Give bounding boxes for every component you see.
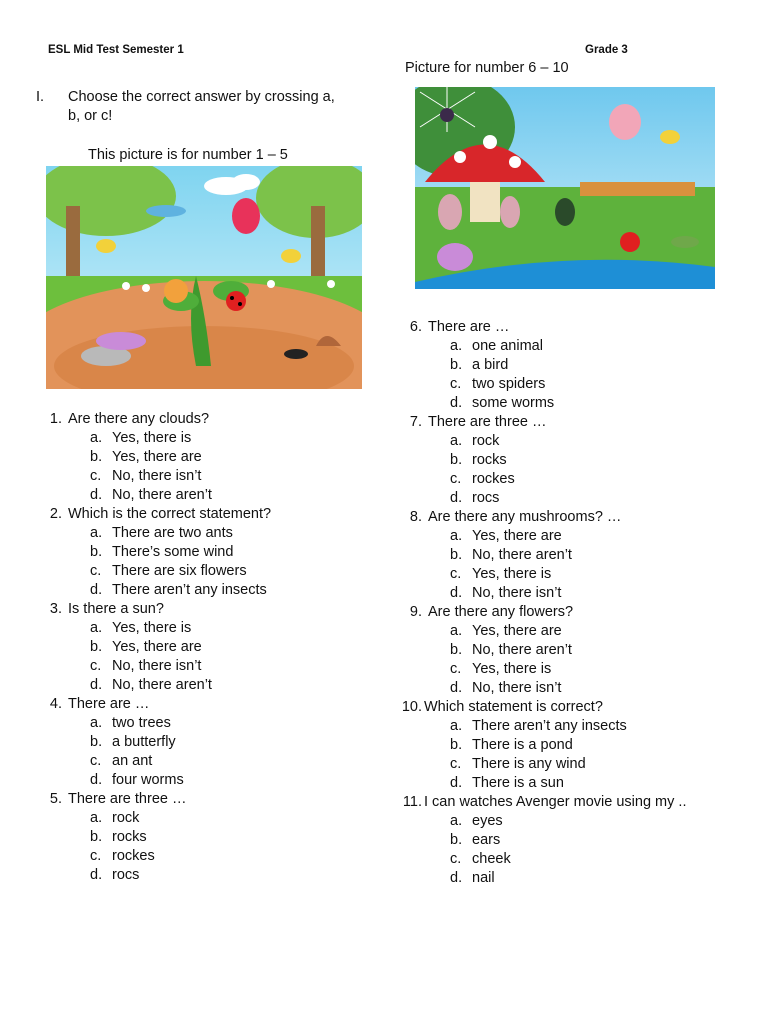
option-text: There’s some wind: [112, 544, 234, 560]
option-text: a bird: [472, 357, 509, 373]
option-letter: c.: [90, 468, 102, 484]
option-text: There are six flowers: [112, 563, 247, 579]
answer-option[interactable]: [40, 752, 271, 771]
question-text: There are three …: [68, 791, 187, 807]
question-number: 7.: [409, 414, 422, 430]
question: [400, 793, 686, 812]
question-text: Are there any clouds?: [68, 411, 210, 427]
answer-option[interactable]: [400, 584, 686, 603]
option-text: rocs: [112, 867, 140, 883]
option-letter: a.: [450, 433, 463, 449]
option-letter: d.: [90, 487, 103, 503]
option-text: an ant: [112, 753, 153, 769]
option-letter: a.: [90, 620, 103, 636]
option-text: four worms: [112, 772, 184, 788]
question-number: 9.: [409, 604, 422, 620]
option-text: one animal: [472, 338, 543, 354]
answer-option[interactable]: [40, 733, 271, 752]
option-text: No, there isn’t: [112, 468, 202, 484]
option-text: No, there isn’t: [112, 658, 202, 674]
option-text: rock: [112, 810, 140, 826]
option-letter: b.: [450, 452, 463, 468]
option-letter: a.: [450, 623, 463, 639]
picture2-caption: Picture for number 6 – 10: [405, 60, 569, 76]
answer-option[interactable]: [40, 581, 271, 600]
answer-option[interactable]: [400, 812, 686, 831]
option-letter: a.: [90, 525, 103, 541]
option-letter: c.: [90, 658, 102, 674]
option-letter: a.: [90, 715, 103, 731]
answer-option[interactable]: [400, 489, 686, 508]
option-letter: a.: [450, 718, 463, 734]
option-letter: d.: [90, 582, 103, 598]
question-number: 1.: [49, 411, 62, 427]
answer-option[interactable]: [40, 467, 271, 486]
option-text: Yes, there is: [112, 430, 192, 446]
option-text: rocks: [112, 829, 147, 845]
option-text: There aren’t any insects: [112, 582, 267, 598]
option-text: No, there isn’t: [472, 680, 562, 696]
option-text: rockes: [472, 471, 515, 487]
option-letter: c.: [450, 471, 462, 487]
option-letter: b.: [450, 737, 463, 753]
option-letter: d.: [90, 867, 103, 883]
option-text: rocs: [472, 490, 500, 506]
question-number: 4.: [49, 696, 62, 712]
question-text: Are there any flowers?: [428, 604, 574, 620]
answer-option[interactable]: [400, 755, 686, 774]
option-letter: b.: [450, 642, 463, 658]
option-letter: a.: [450, 338, 463, 354]
answer-option[interactable]: [40, 543, 271, 562]
option-letter: b.: [90, 639, 103, 655]
answer-option[interactable]: [400, 869, 686, 888]
section-number: I.: [36, 89, 45, 105]
option-letter: d.: [450, 775, 463, 791]
question: [400, 698, 686, 717]
option-text: a butterfly: [112, 734, 176, 750]
instruction-line-1: Choose the correct answer by crossing a,: [68, 89, 335, 105]
option-letter: d.: [450, 585, 463, 601]
option-text: rock: [472, 433, 500, 449]
answer-option[interactable]: [400, 717, 686, 736]
question: [40, 790, 271, 809]
answer-option[interactable]: [400, 432, 686, 451]
option-text: There is a pond: [472, 737, 573, 753]
option-text: two trees: [112, 715, 171, 731]
question-number: 2.: [49, 506, 62, 522]
option-text: There aren’t any insects: [472, 718, 627, 734]
question: [40, 600, 271, 619]
question-number: 8.: [409, 509, 422, 525]
option-letter: b.: [450, 832, 463, 848]
answer-option[interactable]: [40, 828, 271, 847]
option-letter: d.: [450, 680, 463, 696]
option-text: two spiders: [472, 376, 546, 392]
option-text: Yes, there is: [472, 661, 552, 677]
option-text: some worms: [472, 395, 555, 411]
option-text: ears: [472, 832, 501, 848]
grade-label: Grade 3: [585, 44, 628, 56]
question: [40, 695, 271, 714]
question-text: There are three …: [428, 414, 547, 430]
option-letter: c.: [90, 563, 102, 579]
answer-option[interactable]: [400, 831, 686, 850]
question-text: Which statement is correct?: [424, 699, 603, 715]
question-number: 6.: [409, 319, 422, 335]
option-text: nail: [472, 870, 495, 886]
option-text: rocks: [472, 452, 507, 468]
question-text: Is there a sun?: [68, 601, 164, 617]
question: [400, 508, 686, 527]
answer-option[interactable]: [400, 356, 686, 375]
answer-option[interactable]: [40, 619, 271, 638]
question-number: 11.: [402, 794, 422, 810]
option-text: Yes, there is: [112, 620, 192, 636]
option-text: No, there isn’t: [472, 585, 562, 601]
option-letter: b.: [90, 449, 103, 465]
option-text: Yes, there are: [472, 528, 562, 544]
answer-option[interactable]: [400, 375, 686, 394]
answer-option[interactable]: [400, 470, 686, 489]
question-text: Which is the correct statement?: [68, 506, 272, 522]
option-letter: b.: [450, 357, 463, 373]
option-letter: d.: [450, 870, 463, 886]
question: [400, 318, 686, 337]
picture1-caption: This picture is for number 1 – 5: [88, 147, 288, 163]
question-number: 10.: [401, 699, 422, 715]
option-letter: b.: [450, 547, 463, 563]
answer-option[interactable]: [400, 736, 686, 755]
answer-option[interactable]: [40, 714, 271, 733]
answer-option[interactable]: [400, 337, 686, 356]
option-text: There are two ants: [112, 525, 233, 541]
option-letter: c.: [450, 756, 462, 772]
question-text: I can watches Avenger movie using my ..: [424, 794, 687, 810]
option-text: Yes, there are: [112, 639, 202, 655]
option-letter: c.: [90, 753, 102, 769]
answer-option[interactable]: [400, 660, 686, 679]
option-letter: a.: [450, 813, 463, 829]
option-letter: d.: [450, 395, 463, 411]
answer-option[interactable]: [40, 771, 271, 790]
question-text: There are …: [428, 319, 510, 335]
question-number: 3.: [49, 601, 62, 617]
answer-option[interactable]: [40, 524, 271, 543]
question-number: 5.: [49, 791, 62, 807]
option-text: Yes, there is: [472, 566, 552, 582]
option-letter: c.: [90, 848, 102, 864]
answer-option[interactable]: [40, 429, 271, 448]
answer-option[interactable]: [400, 850, 686, 869]
option-text: No, there aren’t: [472, 547, 572, 563]
answer-option[interactable]: [400, 394, 686, 413]
option-text: No, there aren’t: [472, 642, 572, 658]
question-text: Are there any mushrooms? …: [428, 509, 622, 525]
garden-insects-picture: [46, 166, 362, 389]
answer-option[interactable]: [400, 451, 686, 470]
answer-option[interactable]: [40, 657, 271, 676]
option-letter: c.: [450, 661, 462, 677]
question: [400, 413, 686, 432]
question: [40, 505, 271, 524]
answer-option[interactable]: [40, 847, 271, 866]
answer-option[interactable]: [40, 676, 271, 695]
answer-option[interactable]: [40, 638, 271, 657]
answer-option[interactable]: [400, 774, 686, 793]
answer-option[interactable]: [40, 809, 271, 828]
option-letter: b.: [90, 544, 103, 560]
option-text: eyes: [472, 813, 503, 829]
answer-option[interactable]: [40, 486, 271, 505]
option-letter: a.: [90, 810, 103, 826]
answer-option[interactable]: [400, 527, 686, 546]
questions-left-column: [40, 410, 271, 885]
answer-option[interactable]: [40, 562, 271, 581]
test-title: ESL Mid Test Semester 1: [48, 44, 184, 56]
questions-right-column: [400, 318, 686, 888]
instruction-line-2: b, or c!: [68, 108, 113, 124]
answer-option[interactable]: [400, 546, 686, 565]
option-text: There is a sun: [472, 775, 564, 791]
option-text: cheek: [472, 851, 511, 867]
option-letter: b.: [90, 734, 103, 750]
answer-option[interactable]: [400, 622, 686, 641]
answer-option[interactable]: [40, 448, 271, 467]
option-text: rockes: [112, 848, 155, 864]
answer-option[interactable]: [40, 866, 271, 885]
option-text: Yes, there are: [112, 449, 202, 465]
question-text: There are …: [68, 696, 150, 712]
answer-option[interactable]: [400, 565, 686, 584]
answer-option[interactable]: [400, 679, 686, 698]
option-letter: d.: [450, 490, 463, 506]
option-text: Yes, there are: [472, 623, 562, 639]
option-letter: d.: [90, 677, 103, 693]
option-text: No, there aren’t: [112, 487, 212, 503]
question: [40, 410, 271, 429]
option-letter: a.: [90, 430, 103, 446]
option-text: There is any wind: [472, 756, 586, 772]
mushroom-garden-picture: [415, 87, 715, 289]
option-letter: b.: [90, 829, 103, 845]
question: [400, 603, 686, 622]
answer-option[interactable]: [400, 641, 686, 660]
option-letter: c.: [450, 376, 462, 392]
option-letter: c.: [450, 566, 462, 582]
option-letter: a.: [450, 528, 463, 544]
option-text: No, there aren’t: [112, 677, 212, 693]
option-letter: d.: [90, 772, 103, 788]
option-letter: c.: [450, 851, 462, 867]
